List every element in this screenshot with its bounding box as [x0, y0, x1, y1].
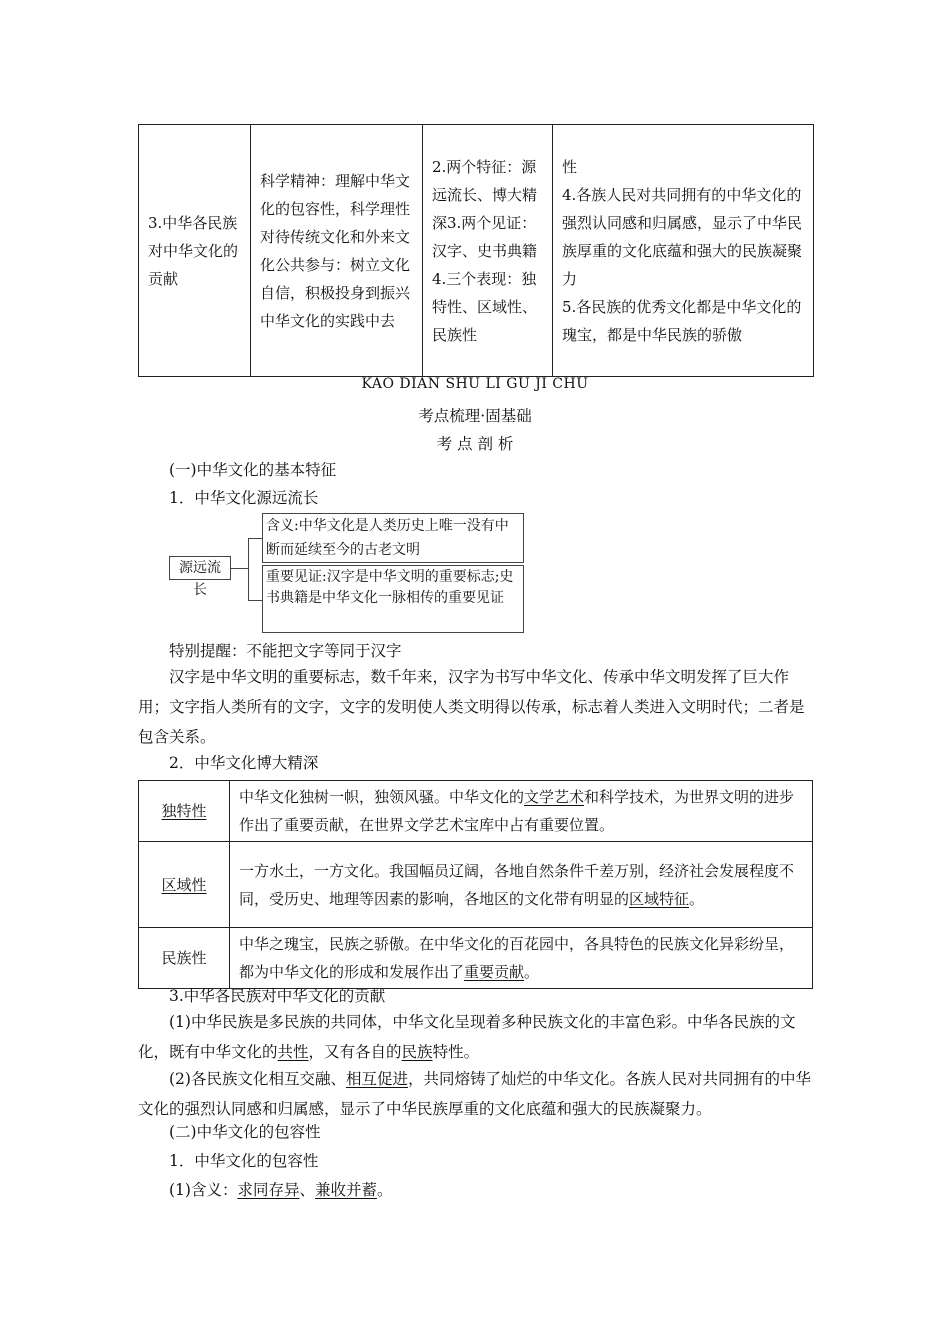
para1-underline-2: 民族 [401, 1043, 433, 1061]
summary-col4-line3: 5.各民族的优秀文化都是中华文化的瑰宝，都是中华民族的骄傲 [562, 297, 802, 344]
section1-para2 [138, 1064, 813, 1124]
para2-underline: 相互促进 [345, 1070, 408, 1088]
feature-key-unique-text: 独特性 [161, 802, 207, 820]
diagram-box-evidence: 重要见证:汉字是中华文明的重要标志;史书典籍是中华文化一脉相传的重要见证 [262, 565, 524, 633]
features-table [138, 780, 813, 989]
section1-sub2: 2．中华文化博大精深 [169, 754, 319, 772]
summary-col1: 3.中华各民族对中华文化的贡献 [139, 125, 251, 377]
para1-a: (1)中华民族是多民族的共同体，中华文化呈现着多种民族文化的丰富色彩。中华各民族的文化，既有中华文化的 [138, 1013, 796, 1061]
diagram-root: 源远流长 [169, 556, 231, 580]
s2-para1-end: 。 [377, 1181, 393, 1199]
section1-para1 [138, 1007, 813, 1067]
section2-heading: (二)中华文化的包容性 [169, 1123, 321, 1141]
summary-col3: 2.两个特征：源远流长、博大精深3.两个见证：汉字、史书典籍4.三个表现：独特性、区域性、民族性 [423, 125, 553, 377]
feature-key-regional-text: 区域性 [161, 875, 207, 894]
diagram-branch-2 [248, 600, 262, 601]
section2-para1 [169, 1175, 393, 1205]
feature-key-regional [139, 842, 230, 928]
s2-para1-underline-2: 兼收并蓄 [315, 1181, 378, 1199]
header-pinyin: KAO DIAN SHU LI GU JI CHU [361, 376, 589, 392]
feature-desc-regional-b: 。 [689, 889, 705, 908]
feature-desc-regional-a: 一方水土，一方文化。我国幅员辽阔，各地自然条件千差万别，经济社会发展程度不同，受历史、地理等因素的影响，各地区的文化带有明显的 [239, 861, 795, 908]
feature-desc-ethnic-b: 。 [524, 963, 540, 981]
s2-para1-sep: 、 [299, 1181, 315, 1199]
feature-desc-regional-underline: 区域特征 [629, 889, 690, 908]
feature-desc-unique-b: 和科学技术，为世界文明的进步作出了重要贡献，在世界文学艺术宝库中占有重要位置。 [239, 788, 795, 834]
para2-b: ，共同熔铸了灿烂的中华文化。各族人民对共同拥有的中华文化的强烈认同感和归属感，显示了中华民族厚重的文化底蕴和强大的民族凝聚力。 [138, 1070, 811, 1118]
summary-col2: 科学精神：理解中华文化的包容性，科学理性对待传统文化和外来文化公共参与：树立文化自信，积极投身到振兴中华文化的实践中去 [251, 125, 423, 377]
feature-desc-ethnic-underline: 重要贡献 [464, 963, 525, 981]
diagram-box-meaning: 含义:中华文化是人类历史上唯一没有中断而延续至今的古老文明 [262, 513, 524, 563]
summary-table [138, 124, 814, 377]
summary-col4 [553, 125, 814, 377]
feature-desc-ethnic-a: 中华之瑰宝，民族之骄傲。在中华文化的百花园中，各具特色的民族文化异彩纷呈，都为中华文化的形成和发展作出了 [239, 935, 795, 981]
feature-key-unique [139, 781, 230, 842]
summary-col4-line1: 性 [562, 157, 578, 176]
note-title: 特别提醒：不能把文字等同于汉字 [169, 642, 402, 660]
feature-key-ethnic: 民族性 [139, 928, 230, 989]
header-subtitle: 考 点 剖 析 [436, 435, 514, 453]
section1-sub1: 1．中华文化源远流长 [169, 489, 319, 507]
note-body: 汉字是中华文明的重要标志，数千年来，汉字为书写中华文化、传承中华文明发挥了巨大作用；文字指人类所有的文字，文字的发明使人类文明得以传承，标志着人类进入文明时代；二者是包含关系。 [138, 668, 805, 746]
s2-para1-a: (1)含义： [169, 1181, 238, 1199]
s2-para1-underline-1: 求同存异 [237, 1181, 300, 1199]
summary-col4-line2: 4.各族人民对共同拥有的中华文化的强烈认同感和归属感，显示了中华民族厚重的文化底蕴和强大的民族凝聚力 [562, 185, 803, 288]
feature-desc-ethnic [230, 928, 813, 989]
header-title: 考点梳理·固基础 [418, 407, 532, 425]
diagram-branch-1 [248, 538, 262, 539]
diagram-connector [231, 568, 248, 569]
feature-desc-unique-underline: 文学艺术 [524, 788, 585, 806]
diagram-bracket [248, 538, 249, 601]
para1-c: 特性。 [432, 1043, 480, 1061]
section2-sub1: 1．中华文化的包容性 [169, 1152, 319, 1170]
para1-underline-1: 共性 [277, 1043, 309, 1061]
para2-a: (2)各民族文化相互交融、 [169, 1070, 346, 1088]
para1-b: ，又有各自的 [308, 1043, 402, 1061]
feature-desc-unique [230, 781, 813, 842]
feature-desc-unique-a: 中华文化独树一帜，独领风骚。中华文化的 [239, 788, 525, 806]
section1-sub3: 3.中华各民族对中华文化的贡献 [169, 987, 386, 1005]
section1-heading: (一)中华文化的基本特征 [169, 461, 337, 479]
feature-desc-regional [230, 842, 813, 928]
